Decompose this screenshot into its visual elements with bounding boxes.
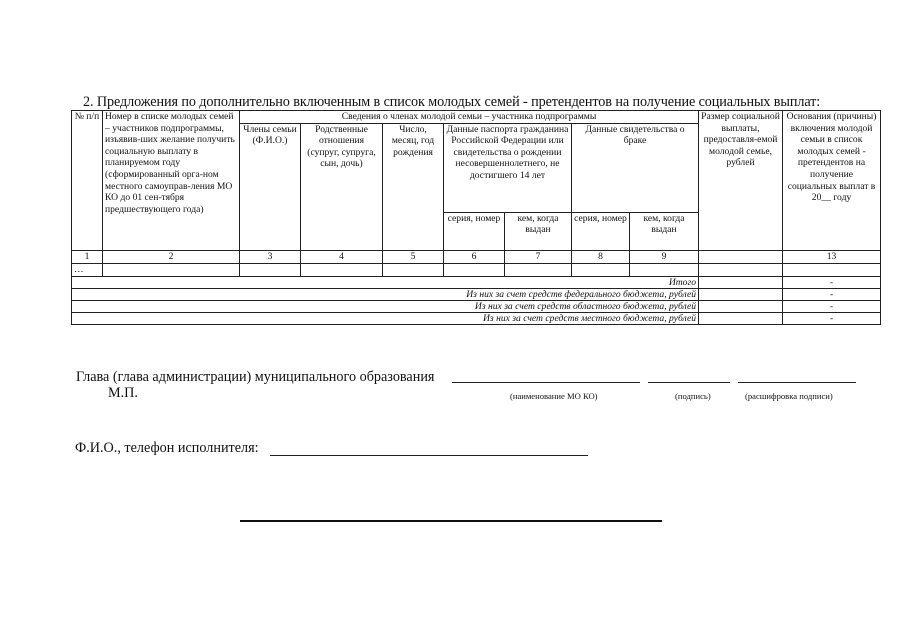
column-number bbox=[699, 250, 783, 263]
header-passport-issued: кем, когда выдан bbox=[505, 212, 572, 250]
column-number: 9 bbox=[630, 250, 699, 263]
column-number: 7 bbox=[505, 250, 572, 263]
signature-line[interactable] bbox=[648, 382, 730, 383]
executor-label: Ф.И.О., телефон исполнителя: bbox=[75, 440, 259, 456]
column-number: 8 bbox=[572, 250, 630, 263]
column-numbers-row bbox=[72, 250, 881, 263]
total-federal-value: - bbox=[783, 288, 881, 300]
total-federal-row bbox=[72, 288, 881, 300]
total-value: - bbox=[783, 276, 881, 288]
total-local-value: - bbox=[783, 312, 881, 324]
candidates-table bbox=[71, 110, 881, 325]
column-number: 6 bbox=[444, 250, 505, 263]
total-row bbox=[72, 276, 881, 288]
header-birth: Число, месяц, год рождения bbox=[383, 123, 444, 250]
header-passport-series: серия, номер bbox=[444, 212, 505, 250]
total-label: Итого bbox=[72, 276, 699, 288]
section-heading: 2. Предложения по дополнительно включенным в список молодых семей - претендентов на получение социальных выплат: bbox=[83, 94, 821, 110]
signature-decode-caption: (расшифровка подписи) bbox=[745, 391, 833, 401]
header-list-number: Номер в списке молодых семей – участников подпрограммы, изъявив-ших желание получить социальную выплату в планируемом году (сформированный орга-ном местного самоуправ-ления МО КО до 01 сен-тября предшествующего года) bbox=[103, 111, 240, 251]
total-regional-value: - bbox=[783, 300, 881, 312]
column-number: 1 bbox=[72, 250, 103, 263]
head-signature-label: Глава (глава администрации) муниципального образования bbox=[76, 369, 435, 385]
total-regional-label: Из них за счет средств областного бюджета, рублей bbox=[72, 300, 699, 312]
table-row bbox=[72, 263, 881, 276]
header-group-members: Сведения о членах молодой семьи – участника подпрограммы bbox=[240, 111, 699, 124]
column-number: 4 bbox=[301, 250, 383, 263]
signature-caption: (подпись) bbox=[675, 391, 711, 401]
header-marriage-issued: кем, когда выдан bbox=[630, 212, 699, 250]
mo-name-line[interactable] bbox=[452, 382, 640, 383]
mo-name-caption: (наименование МО КО) bbox=[510, 391, 598, 401]
column-number: 2 bbox=[103, 250, 240, 263]
executor-line[interactable] bbox=[270, 455, 588, 456]
bottom-rule bbox=[240, 520, 662, 522]
column-number: 13 bbox=[783, 250, 881, 263]
header-marriage-series: серия, номер bbox=[572, 212, 630, 250]
header-amount: Размер социальной выплаты, предоставля-емой молодой семье, рублей bbox=[699, 111, 783, 251]
total-local-row bbox=[72, 312, 881, 324]
total-regional-row bbox=[72, 300, 881, 312]
total-federal-label: Из них за счет средств федерального бюджета, рублей bbox=[72, 288, 699, 300]
column-number: 3 bbox=[240, 250, 301, 263]
header-basis: Основания (причины) включения молодой семьи в список молодых семей - претендентов на получение социальных выплат в 20__ году bbox=[783, 111, 881, 251]
signature-decode-line[interactable] bbox=[738, 382, 856, 383]
header-relation: Родственные отношения (супруг, супруга, сын, дочь) bbox=[301, 123, 383, 250]
header-passport: Данные паспорта гражданина Российской Федерации или свидетельства о рождении несовершеннолетнего, не достигшего 14 лет bbox=[444, 123, 572, 212]
header-members: Члены семьи (Ф.И.О.) bbox=[240, 123, 301, 250]
total-local-label: Из них за счет средств местного бюджета, рублей bbox=[72, 312, 699, 324]
stamp-place-label: М.П. bbox=[108, 385, 138, 401]
column-number: 5 bbox=[383, 250, 444, 263]
header-number: № п/п bbox=[72, 111, 103, 251]
row-ellipsis: … bbox=[72, 263, 103, 276]
header-marriage: Данные свидетельства о браке bbox=[572, 123, 699, 212]
